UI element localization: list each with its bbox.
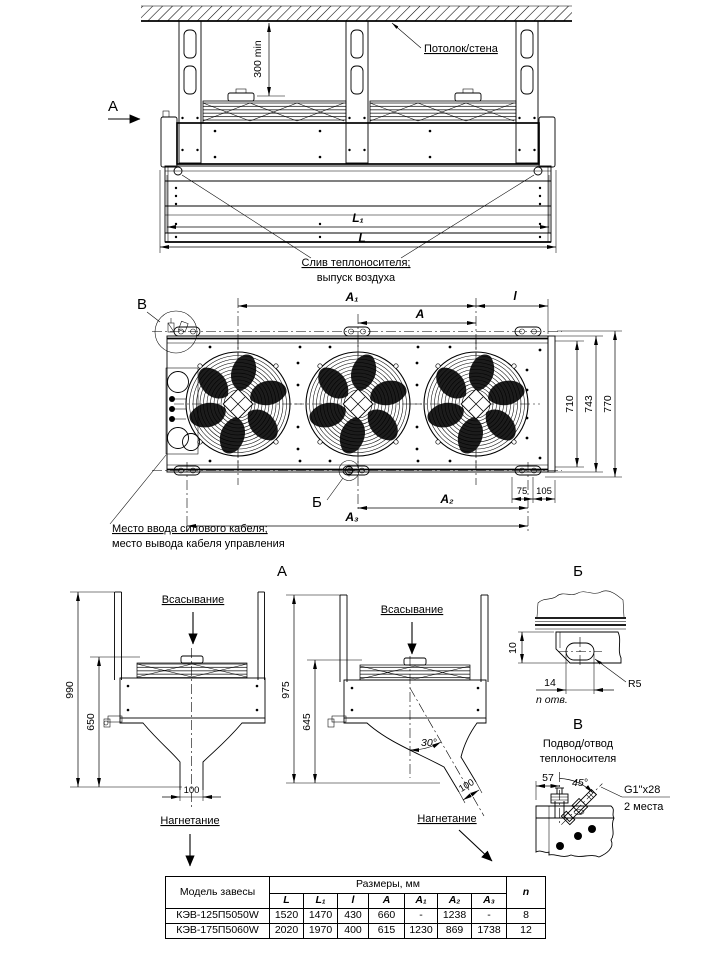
pipe-note-line1: Подвод/отвод (542, 738, 614, 750)
cell: 660 (369, 909, 405, 924)
plan-end-cap (548, 336, 555, 472)
ceiling-hatch (141, 6, 572, 21)
detail-v-title: В (572, 716, 584, 733)
cell: 430 (338, 909, 369, 924)
dim-10: 10 (507, 642, 519, 654)
dim-100-angled: 100 (457, 777, 477, 795)
dim-R5: R5 (628, 678, 642, 690)
suction-label: Всасывание (161, 594, 225, 606)
dim-L1: L₁ (352, 211, 364, 225)
plan-view (110, 289, 622, 550)
cell: - (472, 909, 507, 924)
fan-grille-2 (294, 340, 422, 468)
section-a-straight (64, 592, 265, 866)
dim-100: 100 (183, 785, 200, 796)
clearance-dim: 300 min (252, 40, 264, 78)
section-a-title: А (276, 563, 288, 580)
section-body (120, 678, 265, 718)
dim-975: 975 (280, 681, 292, 699)
detail-v-label: В (137, 296, 148, 313)
model-name: КЭВ-175П5060W (166, 924, 270, 939)
col-A3: A₃ (472, 894, 507, 909)
fan-grille-1 (174, 340, 302, 468)
cell: 1970 (304, 924, 338, 939)
fan-grille-3 (412, 340, 540, 468)
front-view (108, 6, 572, 284)
dim-57: 57 (542, 772, 554, 784)
pipe-note-line2: теплоносителя (539, 753, 617, 765)
cell: 615 (369, 924, 405, 939)
suction-label: Всасывание (380, 604, 444, 616)
end-cap-right (539, 117, 555, 167)
col-A1: A₁ (405, 894, 438, 909)
cable-note-line2: место вывода кабеля управления (112, 538, 285, 550)
table-row (166, 909, 546, 924)
dim-743: 743 (583, 395, 595, 413)
cell: 1238 (438, 909, 472, 924)
ceiling-label: Потолок/стена (424, 43, 498, 55)
fan-motor-hump (228, 93, 254, 101)
cell: 400 (338, 924, 369, 939)
cable-note-line1: Место ввода силового кабеля; (112, 523, 268, 535)
thread-places: 2 места (624, 801, 664, 813)
section-body (344, 680, 486, 718)
detail-b (507, 563, 642, 706)
cable-entry-area (110, 368, 200, 524)
detail-v (536, 716, 670, 857)
dim-990: 990 (64, 681, 76, 699)
dim-l: l (513, 289, 517, 303)
dimensions-table (165, 876, 546, 939)
dim-710: 710 (564, 395, 576, 413)
detail-b-title: Б (573, 563, 583, 580)
cell: 869 (438, 924, 472, 939)
cell: 1230 (405, 924, 438, 939)
col-l: l (338, 894, 369, 909)
dim-75: 75 (516, 486, 528, 497)
dim-A3: A₃ (345, 510, 359, 524)
col-L: L (270, 894, 304, 909)
detail-b-label: Б (312, 494, 322, 511)
dim-770: 770 (602, 395, 614, 413)
fan-motor-hump (455, 93, 481, 101)
cell: - (405, 909, 438, 924)
drain-note-line2: выпуск воздуха (316, 272, 396, 284)
dim-105: 105 (536, 486, 552, 497)
dim-30deg: 30° (421, 737, 437, 749)
dim-A1: A₁ (345, 290, 359, 304)
view-a-marker: А (108, 98, 119, 115)
end-cap-left (161, 117, 177, 167)
table-row (166, 924, 546, 939)
model-header: Модель завесы (166, 877, 270, 909)
dim-14: 14 (544, 677, 556, 689)
cell: 1470 (304, 909, 338, 924)
funnel-angled (344, 718, 459, 792)
model-name: КЭВ-125П5050W (166, 909, 270, 924)
dim-650: 650 (85, 713, 97, 731)
n-header: n (507, 877, 546, 909)
cell-n: 8 (507, 909, 546, 924)
coil-band (203, 101, 346, 123)
broken-edge (537, 591, 624, 617)
cell-n: 12 (507, 924, 546, 939)
discharge-label: Нагнетание (417, 813, 477, 825)
col-A: A (369, 894, 405, 909)
dim-45deg: 45° (572, 777, 588, 789)
discharge-label: Нагнетание (160, 815, 220, 827)
holes-count-note: n отв. (536, 694, 568, 706)
funnel (120, 718, 180, 790)
cell: 1520 (270, 909, 304, 924)
sizes-header: Размеры, мм (270, 877, 507, 894)
dim-A2: A₂ (440, 492, 454, 506)
dim-L: L (358, 231, 366, 245)
col-A2: A₂ (438, 894, 472, 909)
unit-body (177, 123, 539, 164)
drain-note-line1: Слив теплоносителя; (301, 257, 411, 269)
cell: 2020 (270, 924, 304, 939)
col-L1: L₁ (304, 894, 338, 909)
dim-645: 645 (301, 713, 313, 731)
dim-A: A (415, 307, 425, 321)
thread-spec: G1"x28 (624, 784, 661, 796)
section-a-angled (280, 595, 492, 861)
cell: 1738 (472, 924, 507, 939)
coil-band (370, 101, 516, 123)
